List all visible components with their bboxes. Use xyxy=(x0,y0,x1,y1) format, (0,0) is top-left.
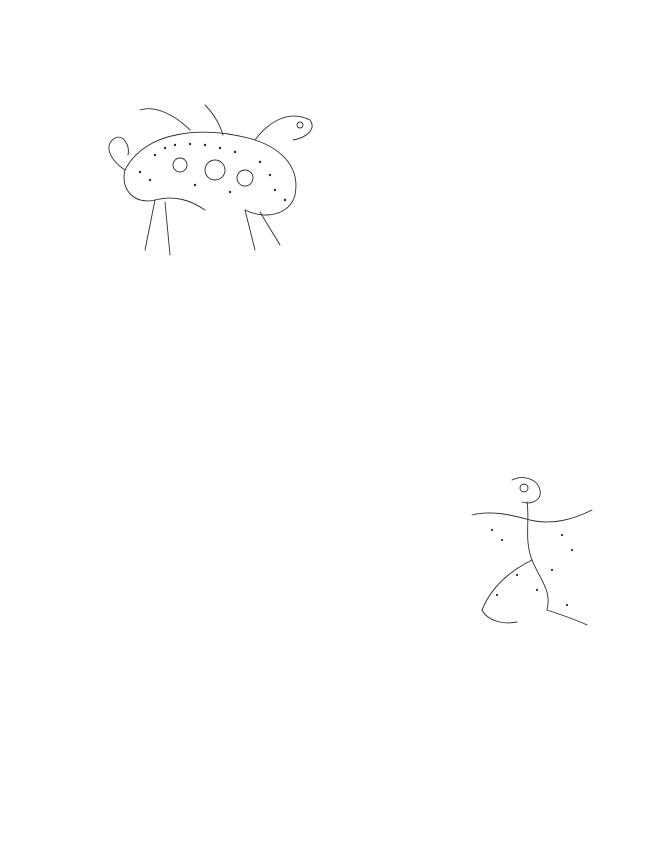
artwork-untitled-1965 xyxy=(95,100,325,260)
artwork-untitled-1953 xyxy=(452,470,602,630)
